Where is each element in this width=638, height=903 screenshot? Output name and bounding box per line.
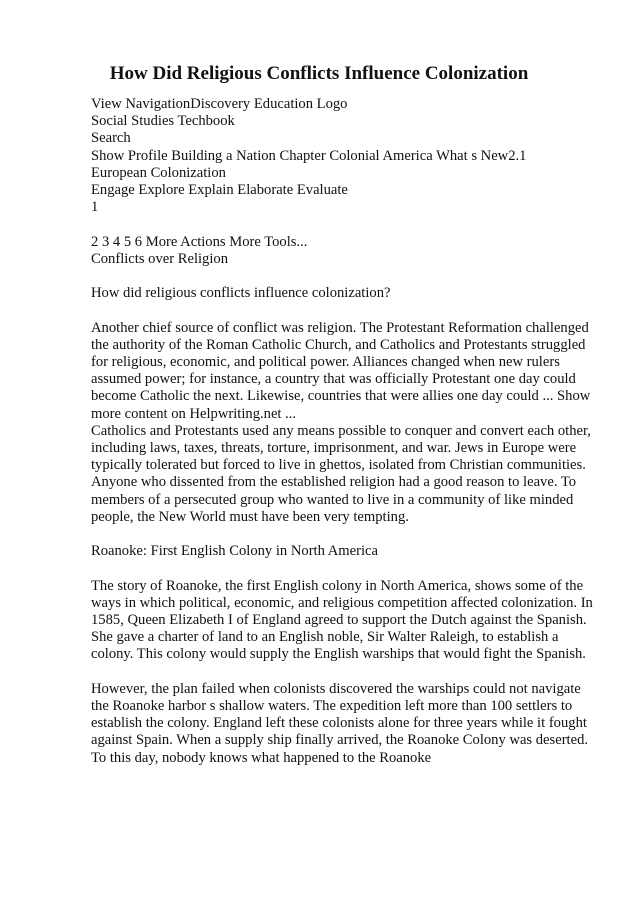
paragraph-line: Anyone who dissented from the established religion had a good reason to leave. To: [91, 474, 577, 491]
pager-line: 2 3 4 5 6 More Actions More Tools...: [91, 233, 308, 250]
paragraph-line: for religious, economic, and political power. Alliances changed when new rulers: [91, 354, 560, 370]
nav-line: European Colonization: [91, 164, 226, 181]
paragraph-roanoke-story: [91, 577, 593, 664]
paragraph-gap: [91, 560, 590, 577]
paragraph-religion: [91, 320, 590, 526]
section-heading: Conflicts over Religion: [91, 250, 229, 267]
paragraph-line: assumed power; for instance, a country that was officially Protestant one day could: [91, 371, 576, 388]
paragraph-line: typically tolerated but forced to live in ghettos, isolated from Christian communities.: [91, 457, 586, 474]
paragraph-gap: [91, 302, 590, 319]
paragraph-line: the authority of the Roman Catholic Church, and Catholics and Protestants struggled: [91, 336, 586, 353]
paragraph-line: more content on Helpwriting.net ...: [91, 405, 297, 422]
pager-text-block: [91, 234, 590, 268]
paragraph-line: The story of Roanoke, the first English colony in North America, shows some of the: [91, 577, 584, 594]
paragraph-line: Another chief source of conflict was religion. The Protestant Reformation challenged: [91, 319, 589, 336]
nav-line: Show Profile Building a Nation Chapter Colonial America What s New2.1: [91, 147, 527, 164]
nav-line: Social Studies Techbook: [91, 113, 235, 130]
paragraph-line: members of a persecuted group who wanted to live in a community of like minded: [91, 491, 574, 508]
paragraph-line: 1585, Queen Elizabeth I of England agreed to support the Dutch against the Spanish.: [91, 612, 587, 629]
paragraph-line: To this day, nobody knows what happened to the Roanoke: [91, 749, 432, 766]
paragraph-gap: [91, 268, 590, 285]
paragraph-line: ways in which political, economic, and religious competition affected colonization. In: [91, 594, 593, 611]
paragraph-gap: [91, 664, 590, 681]
paragraph-line: colony. This colony would supply the English warships that would fight the Spanish.: [91, 646, 586, 663]
section-heading: Roanoke: First English Colony in North America: [91, 543, 378, 560]
navigation-text-block: [91, 96, 590, 216]
page-title: How Did Religious Conflicts Influence Colonization: [109, 63, 529, 84]
paragraph-line: people, the New World must have been very tempting.: [91, 508, 409, 525]
nav-line: Engage Explore Explain Elaborate Evaluate: [91, 182, 348, 199]
nav-line: Search: [91, 130, 131, 147]
paragraph-line: become Catholic the next. Likewise, countries that were allies one day could ... Show: [91, 388, 591, 405]
paragraph-line: Catholics and Protestants used any means possible to conquer and convert each other,: [91, 422, 591, 439]
paragraph-line: She gave a charter of land to an English noble, Sir Walter Raleigh, to establish a: [91, 629, 559, 646]
question-text: How did religious conflicts influence colonization?: [91, 285, 391, 302]
paragraph-gap: [91, 526, 590, 543]
paragraph-roanoke-failure: [91, 681, 590, 767]
question-block: [91, 285, 590, 302]
roanoke-heading-block: [91, 543, 590, 560]
document-body: [91, 96, 593, 767]
paragraph-line: establish the colony. England left these colonists alone for three years while it fought: [91, 715, 587, 732]
nav-line: View NavigationDiscovery Education Logo: [91, 96, 348, 112]
nav-line: 1: [91, 199, 99, 216]
paragraph-line: the Roanoke harbor s shallow waters. The expedition left more than 100 settlers to: [91, 698, 573, 715]
paragraph-line: including laws, taxes, threats, torture, imprisonment, and war. Jews in Europe were: [91, 440, 577, 457]
paragraph-line: However, the plan failed when colonists discovered the warships could not navigate: [91, 680, 581, 697]
paragraph-gap: [91, 216, 590, 233]
paragraph-line: against Spain. When a supply ship finally arrived, the Roanoke Colony was deserted.: [91, 732, 589, 749]
